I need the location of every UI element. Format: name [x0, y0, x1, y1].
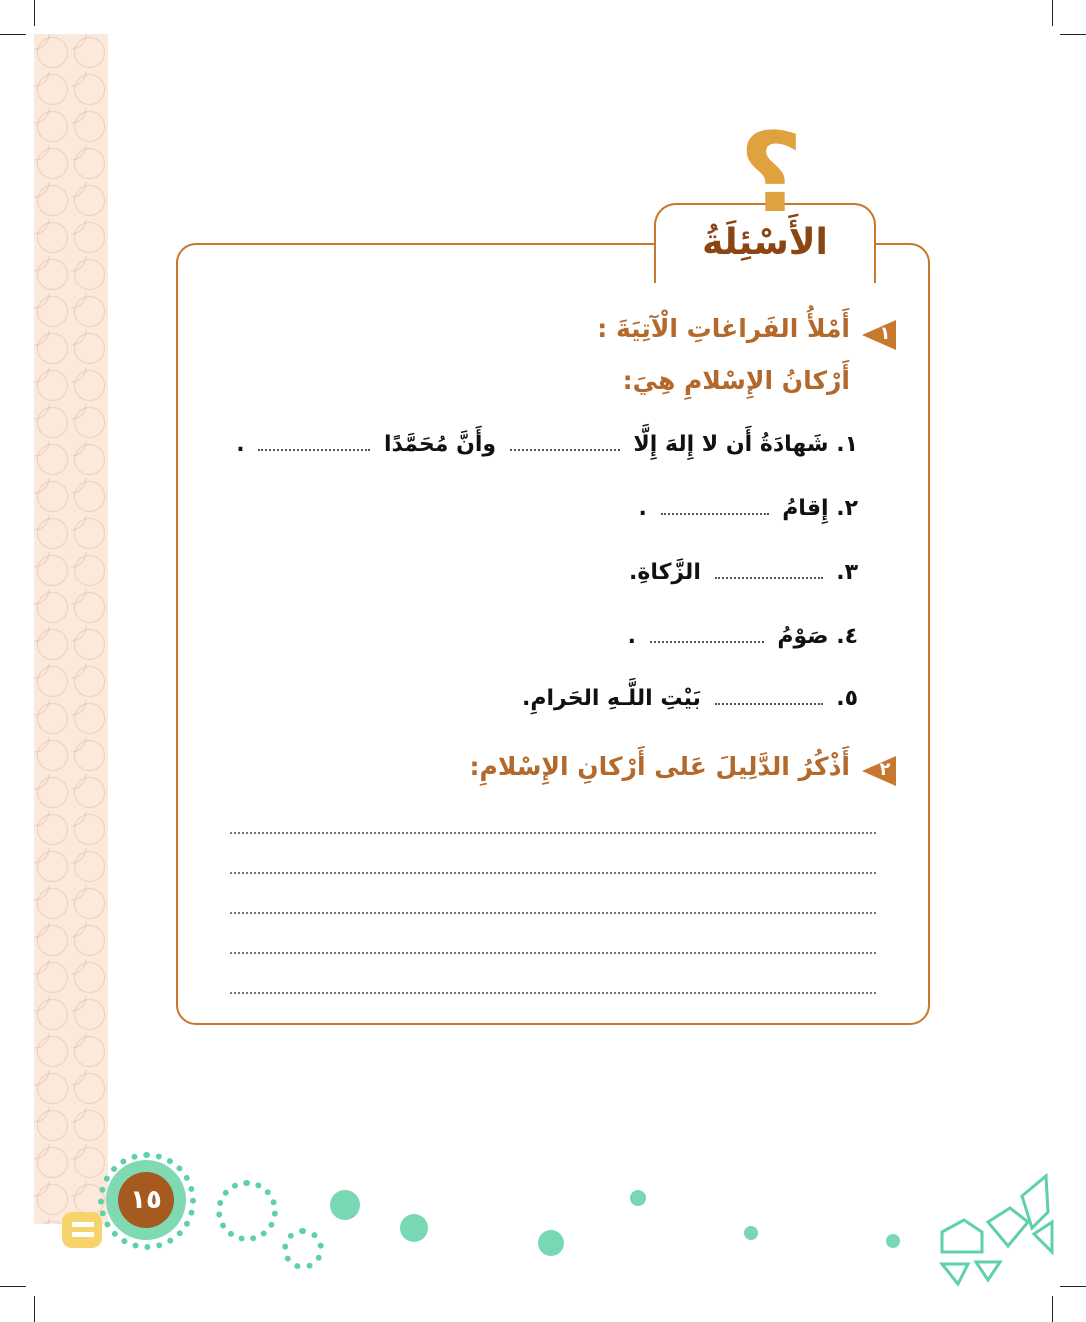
- fill-blank[interactable]: [715, 575, 823, 579]
- crop-mark: [1052, 0, 1053, 26]
- item-number: ٥.: [836, 686, 858, 711]
- answer-line[interactable]: [230, 872, 876, 874]
- item-text: الزَّكاةِ.: [628, 560, 701, 585]
- answer-line[interactable]: [230, 912, 876, 914]
- item-text: .: [236, 432, 245, 457]
- list-item: [628, 624, 858, 649]
- list-item: [236, 432, 858, 457]
- decorative-dot-icon: [400, 1214, 428, 1242]
- crop-mark: [1060, 1286, 1086, 1287]
- decorative-pattern-band: [34, 34, 108, 1224]
- crop-mark: [34, 1296, 35, 1322]
- page-number: ١٥: [118, 1172, 174, 1228]
- fill-blank[interactable]: [258, 447, 370, 451]
- item-text: صَوْمُ: [777, 624, 829, 649]
- crop-mark: [1060, 34, 1086, 35]
- item-text: بَيْتِ اللَّـهِ الحَرامِ.: [522, 686, 701, 711]
- item-number: ١.: [836, 432, 858, 457]
- decorative-dot-icon: [330, 1190, 360, 1220]
- answer-line[interactable]: [230, 992, 876, 994]
- answer-line[interactable]: [230, 952, 876, 954]
- section-title: الأَسْئِلَةُ: [702, 222, 828, 263]
- question-heading: أَمْلأُ الفَراغاتِ الْآتِيَةَ :: [597, 314, 850, 343]
- fill-blank[interactable]: [661, 511, 769, 515]
- item-text: شَهادَةُ أَن لا إِلهَ إِلَّا: [633, 432, 829, 457]
- decorative-dot-icon: [744, 1226, 758, 1240]
- decorative-dot-icon: [630, 1190, 646, 1206]
- question-heading: أَذْكُرُ الدَّلِيلَ عَلى أَرْكانِ الإِسْلامِ:: [469, 752, 850, 781]
- publisher-logo-icon: [62, 1212, 102, 1248]
- decorative-rosette-icon: [216, 1180, 278, 1242]
- crop-mark: [1052, 1296, 1053, 1322]
- crop-mark: [34, 0, 35, 26]
- list-item: [522, 686, 858, 711]
- item-text: إِقامُ: [782, 496, 829, 521]
- question-number: ١: [879, 323, 891, 344]
- decorative-dot-icon: [538, 1230, 564, 1256]
- list-item: [629, 560, 858, 585]
- decorative-rosette-icon: [282, 1228, 324, 1270]
- answer-line[interactable]: [230, 832, 876, 834]
- item-text: .: [627, 624, 636, 649]
- crop-mark: [0, 34, 26, 35]
- question-subheading: أَرْكانُ الإِسْلامِ هِيَ:: [622, 366, 850, 395]
- question-mark-icon: ؟: [739, 109, 803, 237]
- item-number: ٢.: [836, 496, 858, 521]
- decorative-dot-icon: [886, 1234, 900, 1248]
- crop-mark: [0, 1286, 26, 1287]
- item-number: ٣.: [836, 560, 858, 585]
- item-text: .: [638, 496, 647, 521]
- question-number: ٢: [879, 759, 891, 780]
- item-text: وأَنَّ مُحَمَّدًا: [383, 432, 497, 457]
- fill-blank[interactable]: [715, 701, 823, 705]
- list-item: [638, 496, 858, 521]
- fill-blank[interactable]: [650, 639, 764, 643]
- fill-blank[interactable]: [510, 447, 620, 451]
- item-number: ٤.: [836, 624, 858, 649]
- geometric-pattern-icon: [938, 1172, 1054, 1288]
